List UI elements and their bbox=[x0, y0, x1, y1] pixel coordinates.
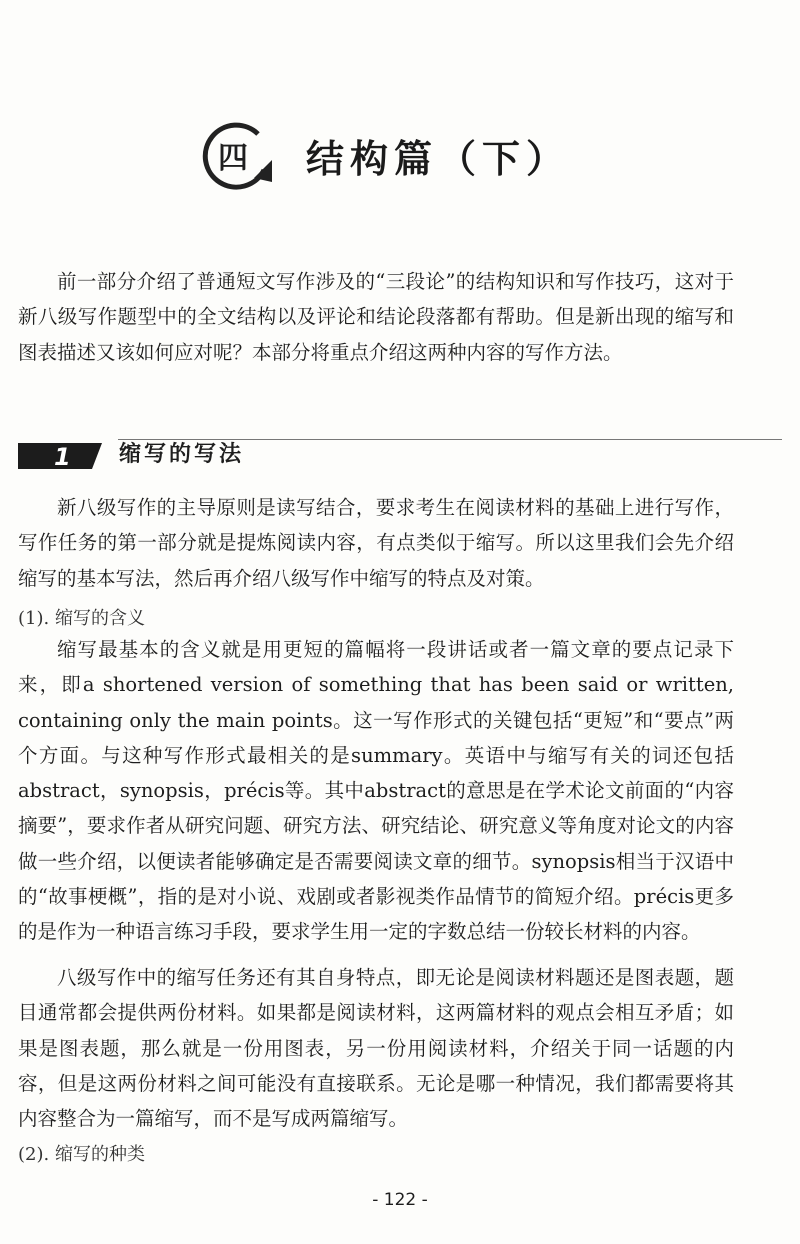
subsection-heading-1: (1). 缩写的含义 bbox=[18, 608, 145, 629]
section-number-badge bbox=[18, 441, 102, 471]
subsection-heading-2: (2). 缩写的种类 bbox=[18, 1144, 145, 1165]
chapter-header bbox=[200, 118, 570, 192]
subsection-paragraph-1: 缩写最基本的含义就是用更短的篇幅将一段讲话或者一篇文章的要点记录下来，即a shortened version of something that has been said or written, containing only the main points。这一写作形式的关键包括“更短”和“要点”两个方面。与这种写作形式最相关的是summary。英语中与缩写有关的词还包括abstract，synopsis，précis等。其中abstract的意思是在学术论文前面的“内容摘要”，要求作者从研究问题、研究方法、研究结论、研究意义等角度对论文的内容做一些介绍，以便读者能够确定是否需要阅读文章的细节。synopsis相当于汉语中的“故事梗概”，指的是对小说、戏剧或者影视类作品情节的简短介绍。précis更多的是作为一种语言练习手段，要求学生用一定的字数总结一份较长材料的内容。 bbox=[18, 638, 734, 944]
section-number: 1 bbox=[54, 443, 71, 471]
chapter-number: 四 bbox=[218, 141, 248, 176]
page-number: - 122 - bbox=[372, 1190, 428, 1210]
subsection-paragraph-2: 八级写作中的缩写任务还有其自身特点，即无论是阅读材料题还是图表题，题目通常都会提供两份材料。如果都是阅读材料，这两篇材料的观点会相互矛盾；如果是图表题，那么就是一份用图表，另一份用阅读材料，介绍关于同一话题的内容，但是这两份材料之间可能没有直接联系。无论是哪一种情况，我们都需要将其内容整合为一篇缩写，而不是写成两篇缩写。 bbox=[18, 966, 734, 1131]
section-paragraph: 新八级写作的主导原则是读写结合，要求考生在阅读材料的基础上进行写作，写作任务的第一部分就是提炼阅读内容，有点类似于缩写。所以这里我们会先介绍缩写的基本写法，然后再介绍八级写作中缩写的特点及对策。 bbox=[18, 496, 734, 590]
intro-paragraph: 前一部分介绍了普通短文写作涉及的“三段论”的结构知识和写作技巧，这对于新八级写作题型中的全文结构以及评论和结论段落都有帮助。但是新出现的缩写和图表描述又该如何应对呢？本部分将重点介绍这两种内容的写作方法。 bbox=[18, 270, 734, 364]
chapter-badge bbox=[200, 118, 274, 192]
chapter-title: 结构篇（下） bbox=[306, 136, 571, 181]
section-heading bbox=[18, 435, 782, 475]
section-title: 缩写的写法 bbox=[119, 442, 245, 467]
